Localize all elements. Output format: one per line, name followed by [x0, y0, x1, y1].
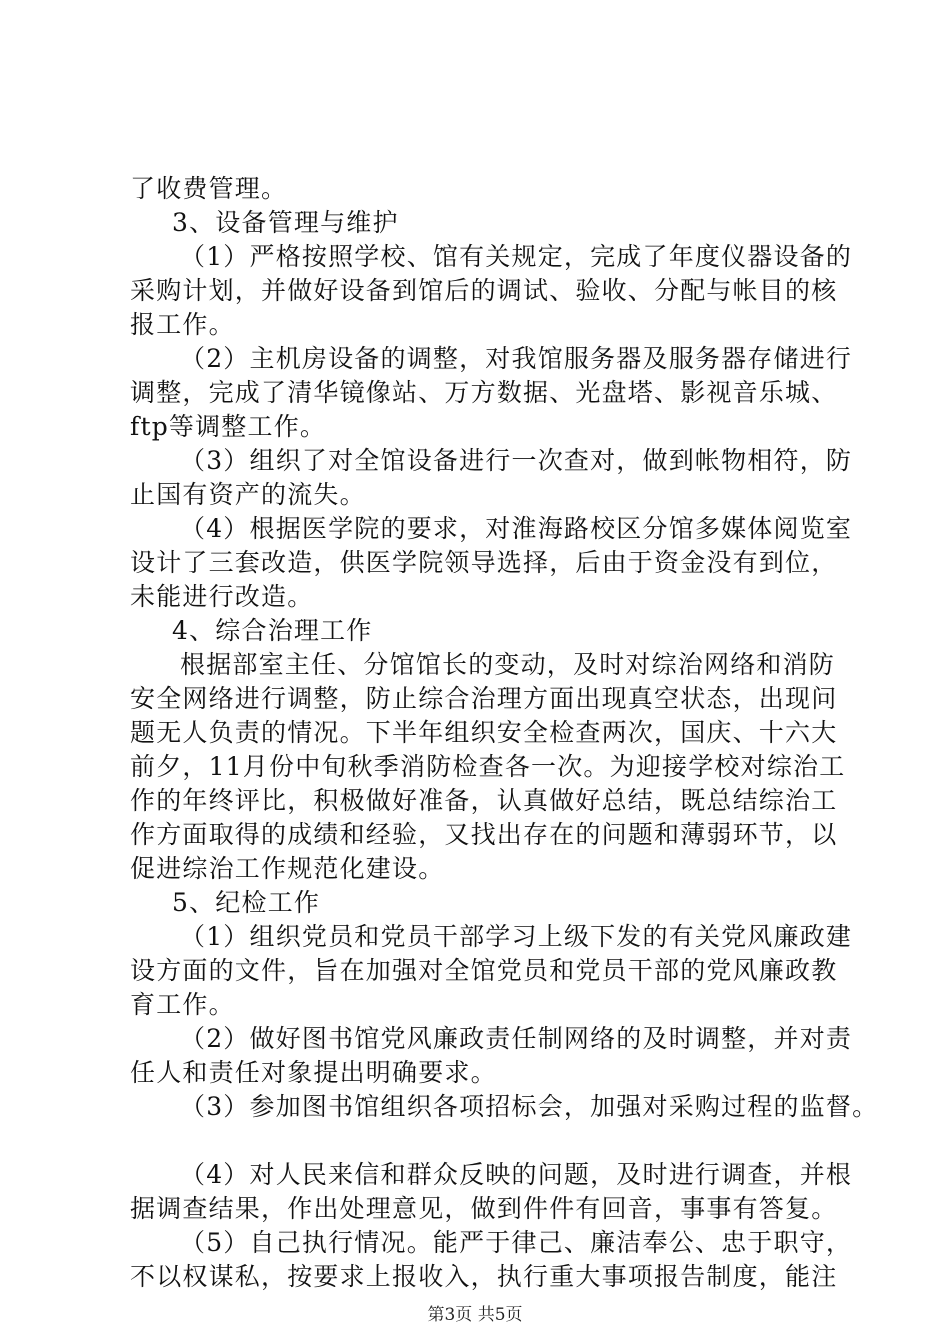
text-line: 前夕，11月份中旬秋季消防检查各一次。为迎接学校对综治工	[130, 752, 846, 781]
text-line: 报工作。	[130, 310, 235, 339]
text-line: 了收费管理。	[130, 174, 288, 203]
text-line: （1）严格按照学校、馆有关规定，完成了年度仪器设备的	[180, 242, 853, 271]
text-line: 促进综治工作规范化建设。	[130, 854, 445, 883]
text-line: 根据部室主任、分馆馆长的变动，及时对综治网络和消防	[180, 650, 836, 679]
text-line: 未能进行改造。	[130, 582, 314, 611]
text-line: （1）组织党员和党员干部学习上级下发的有关党风廉政建	[180, 922, 853, 951]
text-line: 设方面的文件，旨在加强对全馆党员和党员干部的党风廉政教	[130, 956, 838, 985]
text-line: （2）做好图书馆党风廉政责任制网络的及时调整，并对责	[180, 1024, 853, 1053]
text-line: 4、综合治理工作	[172, 616, 373, 645]
text-line: （4）根据医学院的要求，对淮海路校区分馆多媒体阅览室	[180, 514, 853, 543]
text-line: ftp等调整工作。	[130, 412, 327, 441]
text-line: （4）对人民来信和群众反映的问题，及时进行调查，并根	[180, 1160, 853, 1189]
text-line: 作的年终评比，积极做好准备，认真做好总结，既总结综治工	[130, 786, 838, 815]
text-line: 作方面取得的成绩和经验，又找出存在的问题和薄弱环节，以	[130, 820, 838, 849]
text-line: 设计了三套改造，供医学院领导选择，后由于资金没有到位，	[130, 548, 838, 577]
text-line: 据调查结果，作出处理意见，做到件件有回音，事事有答复。	[130, 1194, 838, 1223]
text-line: （5）自己执行情况。能严于律己、廉洁奉公、忠于职守，	[180, 1228, 853, 1257]
page-footer: 第3页 共5页	[427, 1305, 523, 1325]
text-line: （3）参加图书馆组织各项招标会，加强对采购过程的监督。	[180, 1092, 879, 1121]
text-line: （3）组织了对全馆设备进行一次查对，做到帐物相符，防	[180, 446, 853, 475]
text-line: 采购计划，并做好设备到馆后的调试、验收、分配与帐目的核	[130, 276, 838, 305]
text-line: 调整，完成了清华镜像站、万方数据、光盘塔、影视音乐城、	[130, 378, 838, 407]
text-line: 5、纪检工作	[172, 888, 321, 917]
text-line: 止国有资产的流失。	[130, 480, 366, 509]
text-line: （2）主机房设备的调整，对我馆服务器及服务器存储进行	[180, 344, 853, 373]
text-line: 育工作。	[130, 990, 235, 1019]
text-line: 3、设备管理与维护	[172, 208, 399, 237]
text-line: 安全网络进行调整，防止综合治理方面出现真空状态，出现问	[130, 684, 838, 713]
text-line: 不以权谋私，按要求上报收入，执行重大事项报告制度，能注	[130, 1262, 838, 1291]
text-line: 题无人负责的情况。下半年组织安全检查两次，国庆、十六大	[130, 718, 838, 747]
text-line: 任人和责任对象提出明确要求。	[130, 1058, 497, 1087]
